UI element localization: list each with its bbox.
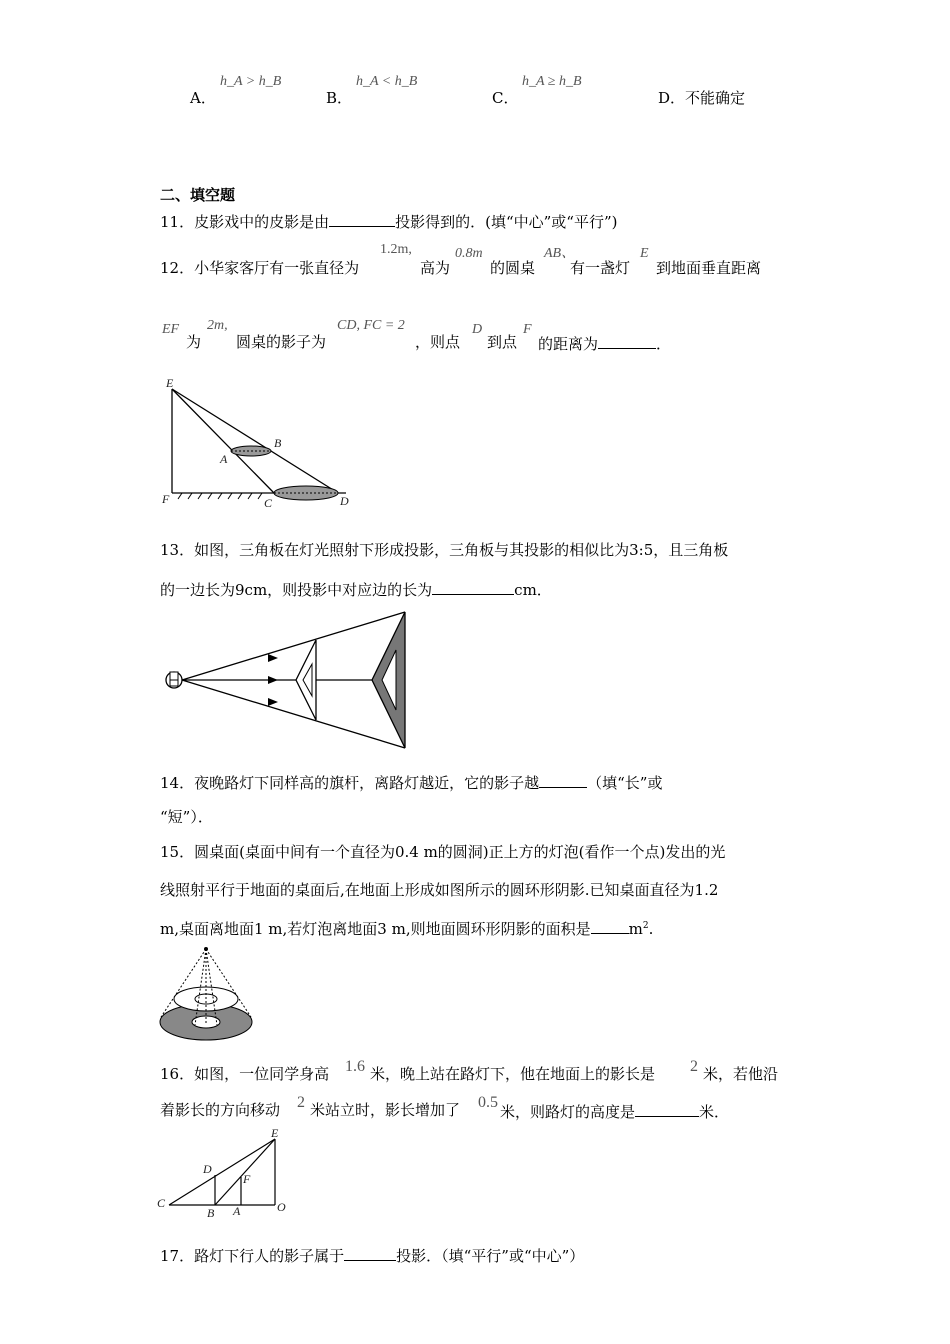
q12-math-e: E	[640, 246, 649, 261]
label-d: D	[203, 1162, 212, 1176]
q16-math-height: 1.6	[345, 1058, 365, 1075]
q12-text-3: 的圆桌	[490, 259, 536, 277]
ray-ec	[172, 389, 274, 493]
q12-text-7: 圆桌的影子为	[236, 333, 327, 351]
lamp-icon	[166, 672, 182, 688]
q10-option-b: B．	[326, 89, 353, 107]
bulb-icon	[204, 947, 208, 951]
question-15-line1: 15．圆桌面(桌面中间有一个直径为0.4 m的圆洞)正上方的灯泡(看作一个点)发出的光	[160, 843, 726, 861]
q10-option-a: A．	[190, 89, 216, 107]
ray-ec	[169, 1139, 275, 1205]
q12-text-9: 到点	[487, 333, 518, 351]
q10-option-a-math: h_A > h_B	[220, 74, 282, 89]
ray-ed	[172, 389, 338, 493]
label-d: D	[340, 494, 349, 508]
label-o: O	[277, 1200, 286, 1214]
question-15-line3: m,桌面离地面1 m,若灯泡离地面3 m,则地面圆环形阴影的面积是 $m^2$.	[160, 916, 653, 939]
q12-math-cd: CD, FC = 2	[337, 318, 405, 333]
q16-text-3: 米，若他沿	[703, 1065, 779, 1083]
q12-text-6: 为	[186, 333, 202, 351]
q10-option-c: C．	[492, 89, 519, 107]
label-b: B	[274, 436, 282, 450]
q16-math-move: 2	[297, 1094, 305, 1111]
arrow-center	[268, 676, 278, 684]
question-16-line1: 16．如图，一位同学身高	[160, 1065, 330, 1083]
q15-figure	[155, 945, 260, 1045]
answer-blank-12[interactable]	[598, 332, 656, 349]
question-11: 11．皮影戏中的皮影是由 投影得到的．(填“中心”或“平行”)	[160, 210, 618, 232]
question-17: 17．路灯下行人的影子属于 投影．（填“平行”或“中心”）	[160, 1244, 584, 1266]
q16-figure	[155, 1125, 295, 1220]
ray-bottom	[182, 680, 405, 748]
q12-math-d: D	[472, 322, 483, 337]
q12-text-5: 到地面垂直距离	[656, 259, 762, 277]
q12-text-2: 高为	[420, 259, 451, 277]
section-title: 二、填空题	[160, 186, 236, 204]
q16-text-2: 米，晚上站在路灯下，他在地面上的影长是	[370, 1065, 656, 1083]
label-a: A	[220, 452, 228, 466]
q13-figure	[160, 608, 410, 753]
question-13-line2: 的一边长为9cm，则投影中对应边的长为 cm．	[160, 578, 552, 600]
q10-option-b-math: h_A < h_B	[356, 74, 418, 89]
q16-text-4: 着影长的方向移动	[160, 1101, 281, 1119]
question-14-line2: “短”）．	[160, 808, 213, 826]
ground-hatch	[178, 493, 262, 499]
answer-blank-15[interactable]	[591, 917, 629, 934]
q12-figure	[160, 375, 360, 510]
q10-option-c-math: h_A ≥ h_B	[522, 74, 582, 89]
q12-math-ab: AB、	[544, 246, 576, 261]
label-b: B	[207, 1206, 215, 1220]
q16-text-5: 米站立时，影长增加了	[310, 1101, 461, 1119]
q12-math-height: 0.8m	[455, 246, 483, 261]
q16-math-increase: 0.5	[478, 1094, 498, 1111]
answer-blank-16[interactable]	[635, 1100, 699, 1117]
q10-option-d: D．不能确定	[658, 89, 746, 107]
answer-blank-14[interactable]	[539, 771, 587, 788]
q12-math-2m: 2m,	[207, 318, 228, 333]
answer-blank-13[interactable]	[432, 578, 514, 595]
q12-math-f: F	[523, 322, 532, 337]
question-15-line2: 线照射平行于地面的桌面后,在地面上形成如图所示的圆环形阴影.已知桌面直径为1.2	[160, 881, 719, 899]
q12-text-10: 的距离为 ．	[538, 332, 671, 354]
q12-text-8: ，则点	[415, 333, 461, 351]
label-c: C	[157, 1196, 166, 1210]
label-e: E	[166, 376, 174, 390]
q16-math-shadow: 2	[690, 1058, 698, 1075]
answer-blank-17[interactable]	[344, 1244, 396, 1261]
q16-text-6: 米，则路灯的高度是 米．	[500, 1100, 729, 1122]
label-f: F	[243, 1172, 251, 1186]
question-12-line1: 12．小华家客厅有一张直径为	[160, 259, 360, 277]
label-a: A	[233, 1204, 241, 1218]
question-13-line1: 13．如图，三角板在灯光照射下形成投影，三角板与其投影的相似比为3:5，且三角板	[160, 541, 729, 559]
q12-text-4: 有一盏灯	[570, 259, 631, 277]
question-14-line1: 14．夜晚路灯下同样高的旗杆，离路灯越近，它的影子越 （填“长”或	[160, 771, 662, 793]
arrow-bottom	[268, 698, 278, 706]
q12-math-ef: EF	[162, 322, 180, 337]
q12-math-diameter: 1.2m,	[380, 242, 412, 257]
label-e: E	[271, 1126, 279, 1140]
arrow-top	[268, 654, 278, 662]
label-c: C	[264, 496, 273, 510]
answer-blank-11[interactable]	[329, 210, 395, 227]
label-f: F	[162, 492, 170, 506]
ray-top	[182, 612, 405, 680]
